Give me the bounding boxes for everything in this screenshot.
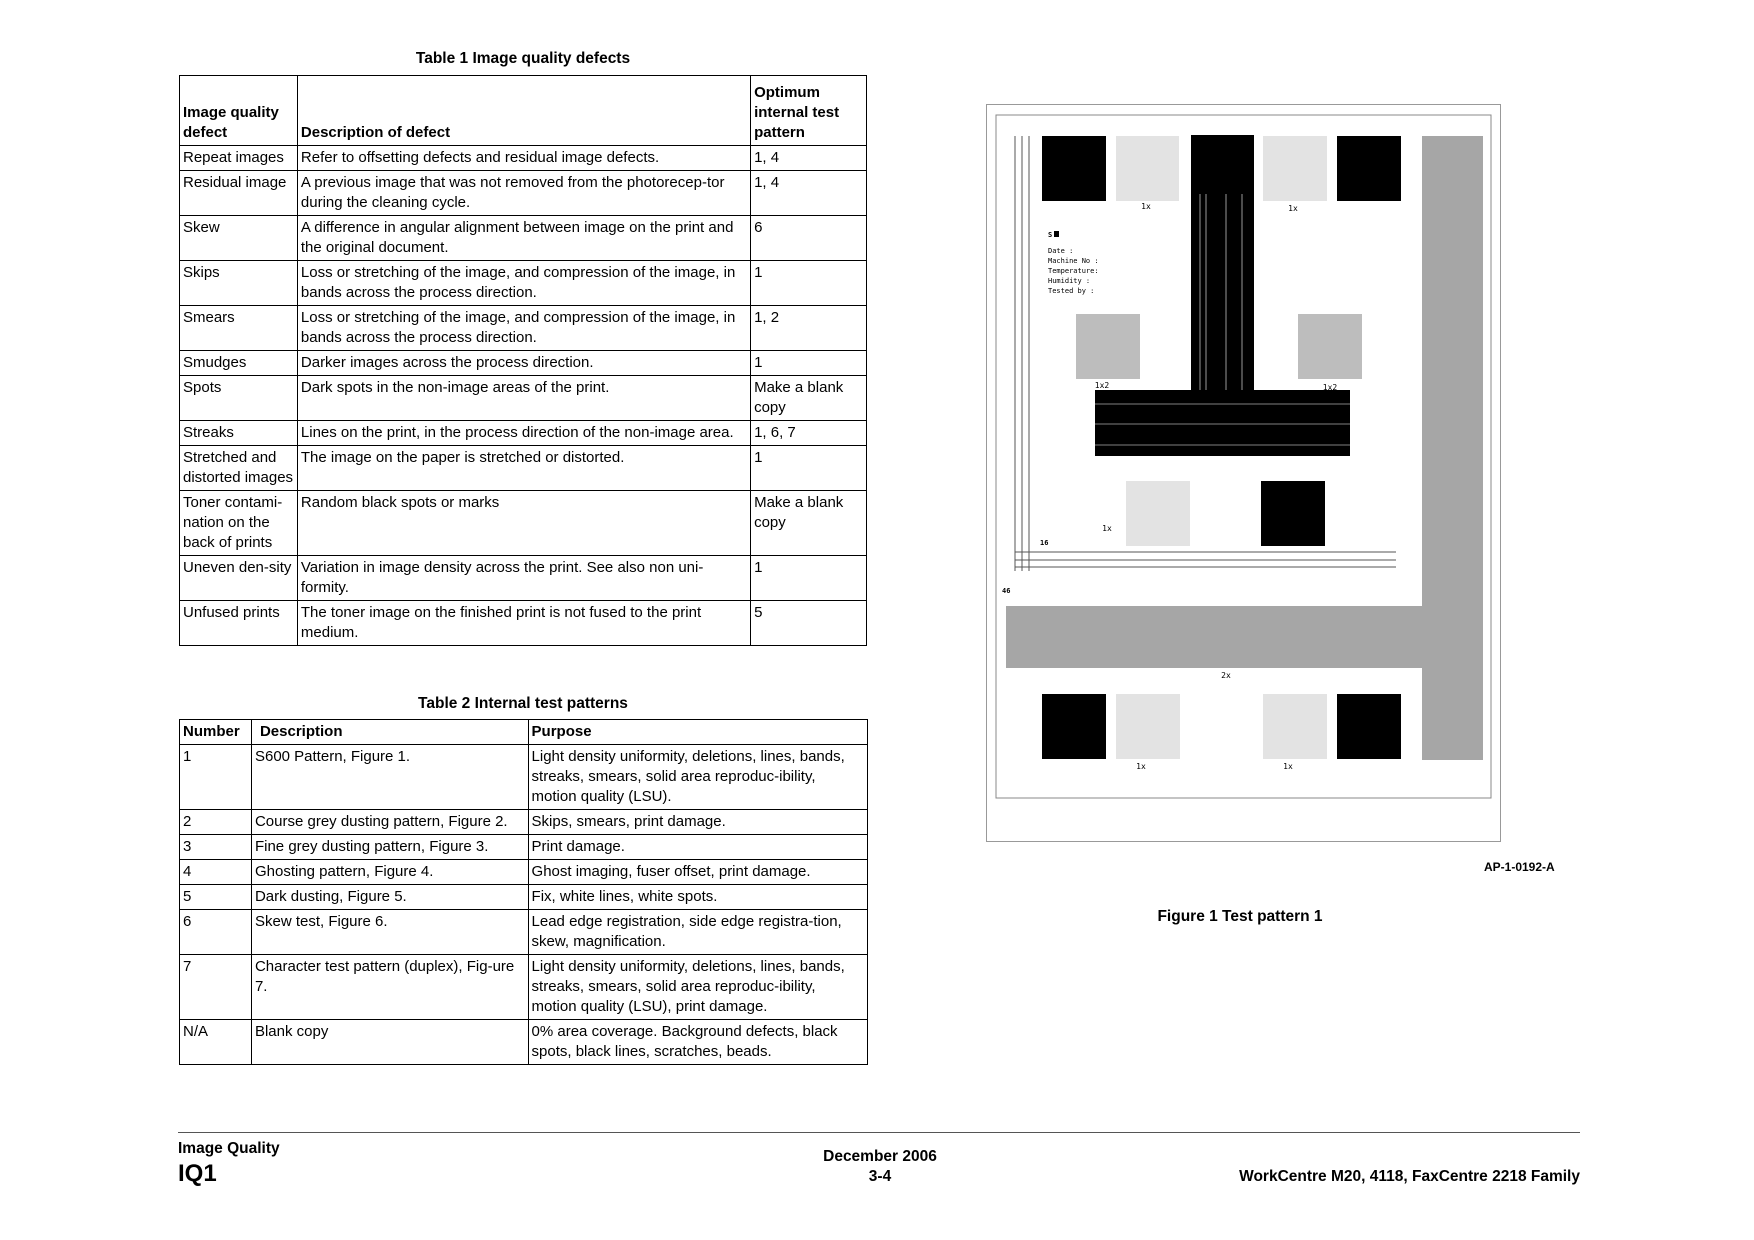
label-bottom-right: 1x xyxy=(1283,762,1293,771)
description-cell: Character test pattern (duplex), Fig-ure 7. xyxy=(251,955,528,1020)
footer-divider xyxy=(178,1132,1580,1133)
test-pattern-cell: 1 xyxy=(751,351,867,376)
black-square xyxy=(1042,694,1106,759)
purpose-cell: Skips, smears, print damage. xyxy=(528,810,867,835)
description-cell: Lines on the print, in the process direction of the non-image area. xyxy=(297,421,750,446)
label-bottom-band: 2x xyxy=(1221,671,1231,680)
figure-code: AP-1-0192-A xyxy=(1484,860,1555,874)
test-pattern-cell: 1 xyxy=(751,446,867,491)
purpose-cell: Light density uniformity, deletions, lines, bands, streaks, smears, solid area reproduc-ibility, motion quality (LSU). xyxy=(528,745,867,810)
number-cell: 1 xyxy=(180,745,252,810)
grey-horizontal-band xyxy=(1006,606,1426,668)
table-row xyxy=(180,376,867,421)
table2-caption: Table 2 Internal test patterns xyxy=(418,695,628,712)
test-pattern-cell: 1, 2 xyxy=(751,306,867,351)
table1-header-defect: Image quality defect xyxy=(180,76,298,146)
table-row xyxy=(180,171,867,216)
table-row xyxy=(180,860,868,885)
table-row xyxy=(180,446,867,491)
test-pattern-cell: Make a blank copy xyxy=(751,376,867,421)
table-row xyxy=(180,955,868,1020)
light-grey-square xyxy=(1116,136,1179,201)
defect-cell: Uneven den-sity xyxy=(180,556,298,601)
black-square xyxy=(1337,694,1401,759)
table-row xyxy=(180,556,867,601)
table-row xyxy=(180,745,868,810)
table2-header-description: Description xyxy=(251,720,528,745)
table-row xyxy=(180,835,868,860)
table-row xyxy=(180,910,868,955)
table-row xyxy=(180,810,868,835)
black-square xyxy=(1337,136,1401,201)
footer-product: WorkCentre M20, 4118, FaxCentre 2218 Family xyxy=(1239,1168,1580,1185)
table-row xyxy=(180,146,867,171)
description-cell: Refer to offsetting defects and residual image defects. xyxy=(297,146,750,171)
mid-grey-square xyxy=(1298,314,1362,379)
defect-cell: Spots xyxy=(180,376,298,421)
form-tested-by: Tested by : xyxy=(1048,287,1095,295)
description-cell: Loss or stretching of the image, and compression of the image, in bands across the process direction. xyxy=(297,306,750,351)
footer-section: Image Quality xyxy=(178,1140,280,1157)
table2-header-row xyxy=(180,720,868,745)
form-date: Date : xyxy=(1048,247,1074,255)
purpose-cell: Print damage. xyxy=(528,835,867,860)
defect-cell: Skew xyxy=(180,216,298,261)
defect-cell: Smudges xyxy=(180,351,298,376)
image-quality-defects-table xyxy=(179,75,867,646)
form-machine: Machine No : xyxy=(1048,257,1099,265)
description-cell: The toner image on the finished print is not fused to the print medium. xyxy=(297,601,750,646)
number-cell: 3 xyxy=(180,835,252,860)
number-cell: 2 xyxy=(180,810,252,835)
purpose-cell: Lead edge registration, side edge registra-tion, skew, magnification. xyxy=(528,910,867,955)
table-row xyxy=(180,261,867,306)
table-row xyxy=(180,216,867,261)
purpose-cell: 0% area coverage. Background defects, black spots, black lines, scratches, beads. xyxy=(528,1020,867,1065)
label-mid-right: 1x2 xyxy=(1322,383,1338,392)
description-cell: The image on the paper is stretched or distorted. xyxy=(297,446,750,491)
label-top-left: 1x xyxy=(1141,202,1151,211)
footer-date: December 2006 xyxy=(823,1148,937,1165)
description-cell: Ghosting pattern, Figure 4. xyxy=(251,860,528,885)
label-mid-left: 1x2 xyxy=(1094,381,1110,390)
description-cell: Random black spots or marks xyxy=(297,491,750,556)
description-cell: Fine grey dusting pattern, Figure 3. xyxy=(251,835,528,860)
black-square xyxy=(1261,481,1325,546)
description-cell: Blank copy xyxy=(251,1020,528,1065)
defect-cell: Repeat images xyxy=(180,146,298,171)
test-pattern-1-figure xyxy=(986,104,1501,842)
number-cell: 7 xyxy=(180,955,252,1020)
form-humidity: Humidity : xyxy=(1048,277,1091,285)
description-cell: Course grey dusting pattern, Figure 2. xyxy=(251,810,528,835)
defect-cell: Skips xyxy=(180,261,298,306)
description-cell: Variation in image density across the print. See also non uni-formity. xyxy=(297,556,750,601)
description-cell: Darker images across the process direction. xyxy=(297,351,750,376)
test-pattern-cell: 1 xyxy=(751,556,867,601)
test-pattern-cell: 5 xyxy=(751,601,867,646)
black-horizontal-bar xyxy=(1095,390,1350,456)
mid-grey-square xyxy=(1076,314,1140,379)
defect-cell: Stretched and distorted images xyxy=(180,446,298,491)
description-cell: S600 Pattern, Figure 1. xyxy=(251,745,528,810)
table1-header-description: Description of defect xyxy=(297,76,750,146)
footer-id: IQ1 xyxy=(178,1160,217,1187)
purpose-cell: Light density uniformity, deletions, lines, bands, streaks, smears, solid area reproduc-ibility, motion quality (LSU), print damage. xyxy=(528,955,867,1020)
defect-cell: Streaks xyxy=(180,421,298,446)
form-temperature: Temperature: xyxy=(1048,267,1099,275)
description-cell: Loss or stretching of the image, and compression of the image, in bands across the process direction. xyxy=(297,261,750,306)
table-row xyxy=(180,1020,868,1065)
defect-cell: Smears xyxy=(180,306,298,351)
s-mark: S xyxy=(1048,231,1053,239)
test-pattern-cell: 1, 4 xyxy=(751,171,867,216)
black-vertical-bar xyxy=(1191,135,1254,395)
number-cell: 4 xyxy=(180,860,252,885)
figure-caption: Figure 1 Test pattern 1 xyxy=(1157,908,1323,925)
light-grey-square xyxy=(1263,694,1327,759)
table2-header-number: Number xyxy=(180,720,252,745)
purpose-cell: Fix, white lines, white spots. xyxy=(528,885,867,910)
description-cell: Skew test, Figure 6. xyxy=(251,910,528,955)
table1-header-row xyxy=(180,76,867,146)
defect-cell: Toner contami-nation on the back of prints xyxy=(180,491,298,556)
description-cell: Dark dusting, Figure 5. xyxy=(251,885,528,910)
number-cell: 5 xyxy=(180,885,252,910)
table-row xyxy=(180,351,867,376)
number-cell: N/A xyxy=(180,1020,252,1065)
label-lower: 1x xyxy=(1102,524,1112,533)
internal-test-patterns-table xyxy=(179,719,868,1065)
grey-vertical-band xyxy=(1422,136,1483,760)
light-grey-square xyxy=(1126,481,1190,546)
description-cell: Dark spots in the non-image areas of the print. xyxy=(297,376,750,421)
s-mark-block xyxy=(1054,231,1059,237)
black-square xyxy=(1042,136,1106,201)
purpose-cell: Ghost imaging, fuser offset, print damage. xyxy=(528,860,867,885)
description-cell: A previous image that was not removed from the photorecep-tor during the cleaning cycle. xyxy=(297,171,750,216)
defect-cell: Residual image xyxy=(180,171,298,216)
test-pattern-cell: Make a blank copy xyxy=(751,491,867,556)
light-grey-square xyxy=(1116,694,1180,759)
table-row xyxy=(180,306,867,351)
defect-cell: Unfused prints xyxy=(180,601,298,646)
footer-page: 3-4 xyxy=(868,1168,892,1185)
table2-header-purpose: Purpose xyxy=(528,720,867,745)
test-pattern-cell: 6 xyxy=(751,216,867,261)
table-row xyxy=(180,421,867,446)
table1-caption: Table 1 Image quality defects xyxy=(415,50,631,67)
light-grey-square xyxy=(1263,136,1327,201)
marker-b: 46 xyxy=(1002,587,1011,595)
test-pattern-cell: 1, 6, 7 xyxy=(751,421,867,446)
table-row xyxy=(180,491,867,556)
number-cell: 6 xyxy=(180,910,252,955)
label-top-right: 1x xyxy=(1288,204,1298,213)
test-pattern-cell: 1 xyxy=(751,261,867,306)
test-pattern-cell: 1, 4 xyxy=(751,146,867,171)
table-row xyxy=(180,601,867,646)
table-row xyxy=(180,885,868,910)
table1-header-pattern: Optimum internal test pattern xyxy=(751,76,867,146)
description-cell: A difference in angular alignment between image on the print and the original document. xyxy=(297,216,750,261)
marker-a: 16 xyxy=(1040,539,1049,547)
label-bottom-left: 1x xyxy=(1136,762,1146,771)
